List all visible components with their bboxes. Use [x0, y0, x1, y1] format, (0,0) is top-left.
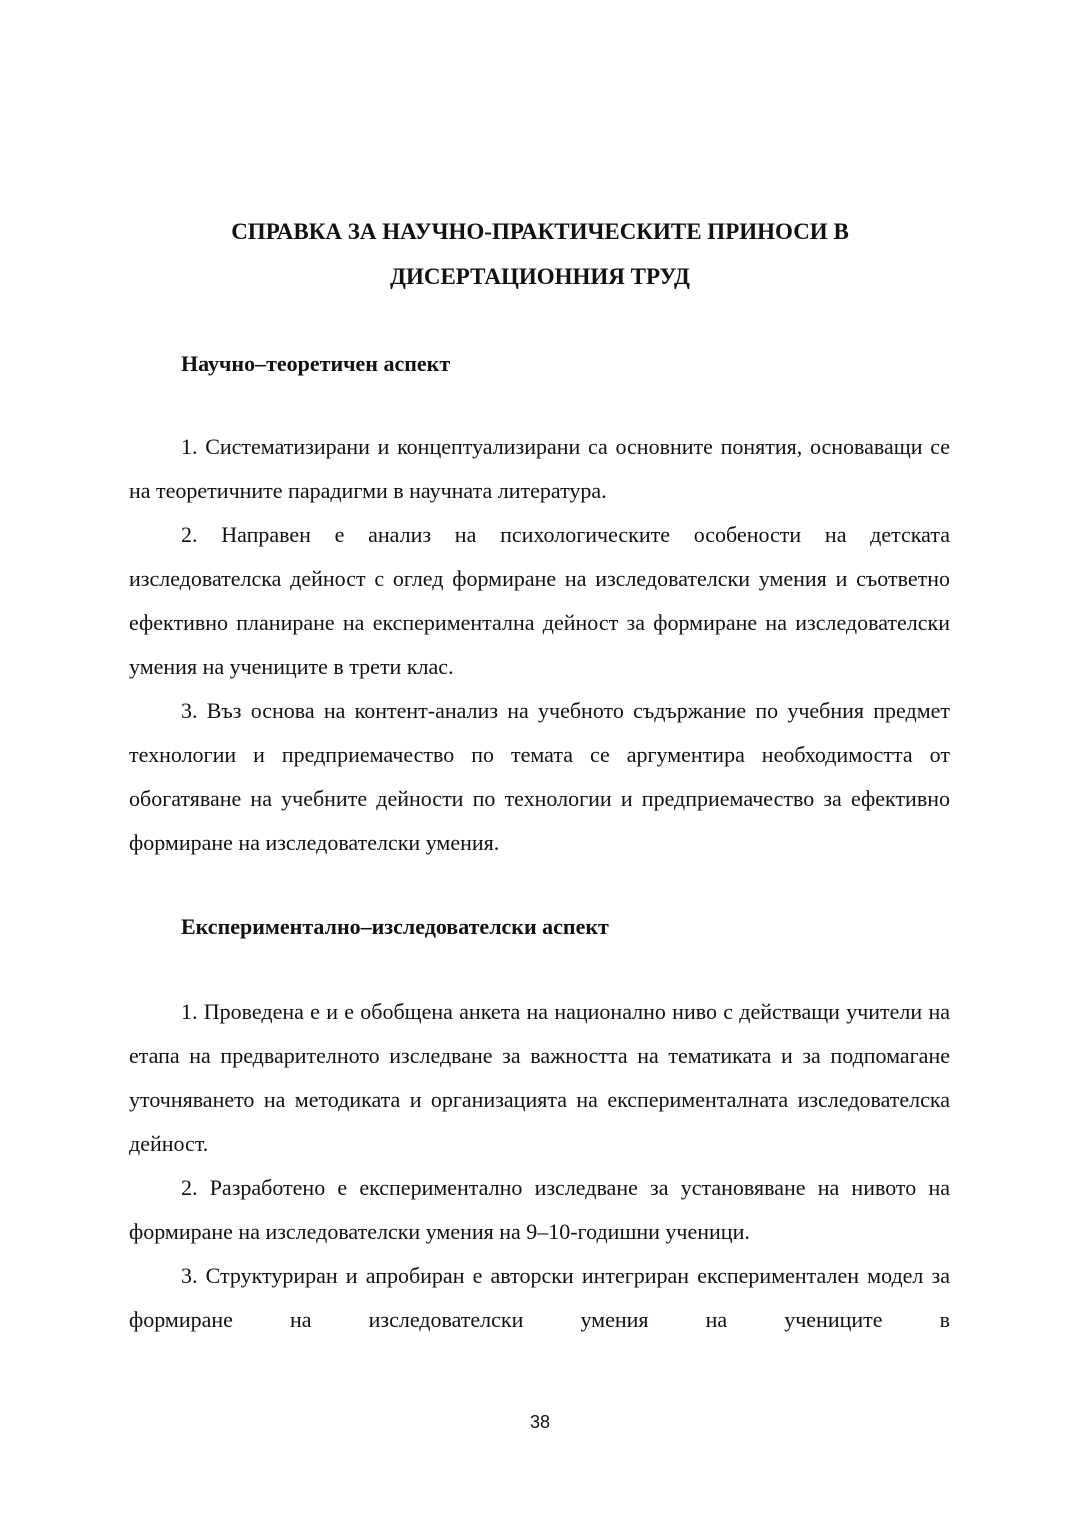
- paragraph: 1. Проведена е и е обобщена анкета на национално ниво с действащи учители на етапа на предварителното изследване за важността на тематиката и за подпомагане уточняването на методиката и организацията на експерименталната изследователска дейност.: [129, 999, 950, 1156]
- section-heading-experimental: Експериментално–изследователски аспект: [181, 914, 609, 939]
- paragraph: 3. Въз основа на контент-анализ на учебното съдържание по учебния предмет технологии и предприемачество по темата се аргументира необходимостта от обогатяване на учебните дейности по технологии и предприемачество за ефективно формиране на изследователски умения.: [129, 698, 950, 855]
- section-heading-theoretical: Научно–теоретичен аспект: [181, 351, 451, 376]
- paragraph: 1. Систематизирани и концептуализирани са основните понятия, основаващи се на теоретичните парадигми в научната литература.: [129, 434, 950, 503]
- page-number: 38: [529, 1412, 551, 1432]
- paragraph: 2. Разработено е експериментално изследване за установяване на нивото на формиране на изследователски умения на 9–10-годишни ученици.: [129, 1175, 950, 1244]
- section-theoretical: [129, 425, 950, 865]
- document-title-line-2: ДИСЕРТАЦИОННИЯ ТРУД: [390, 264, 690, 289]
- document-title-line-1: СПРАВКА ЗА НАУЧНО-ПРАКТИЧЕСКИТЕ ПРИНОСИ В: [231, 219, 849, 244]
- paragraph: 3. Структуриран и апробиран е авторски интегриран експериментален модел за формиране на изследователски умения на учениците в: [129, 1263, 950, 1332]
- paragraph: 2. Направен е анализ на психологическите особености на детската изследователска дейност с оглед формиране на изследователски умения и съответно ефективно планиране на експериментална дейност за формиране на изследователски умения на учениците в трети клас.: [129, 522, 950, 679]
- section-experimental: [129, 990, 950, 1342]
